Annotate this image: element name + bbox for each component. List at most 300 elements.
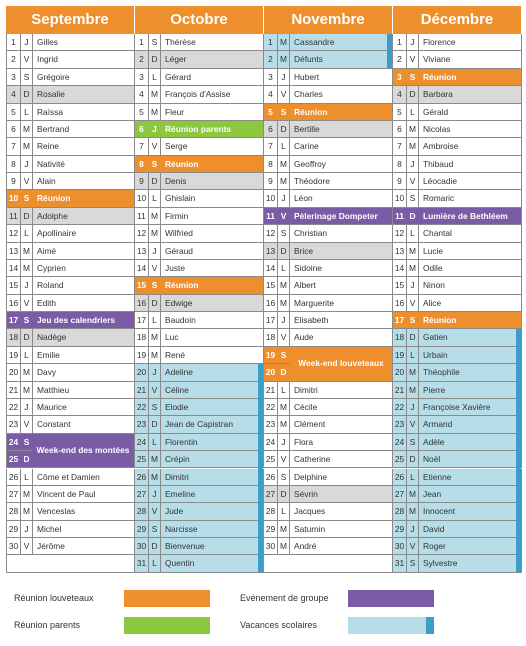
day-of-week: M: [407, 243, 419, 259]
day-of-week: S: [280, 106, 287, 117]
day-of-week: L: [407, 225, 419, 241]
day-row: [6, 34, 135, 51]
day-number: 20: [7, 364, 21, 380]
day-of-week: M: [149, 329, 161, 345]
day-number: 23: [135, 416, 149, 432]
day-label: Matthieu: [37, 384, 70, 395]
day-label: Edwige: [165, 297, 193, 308]
day-of-week: D: [280, 367, 287, 378]
day-of-week: D: [278, 486, 290, 502]
day-of-week: M: [149, 451, 161, 467]
day-row: [264, 173, 393, 190]
day-label: Aimé: [37, 245, 57, 256]
day-of-week: D: [409, 210, 416, 221]
day-of-week: V: [407, 295, 419, 311]
day-label: Céline: [165, 384, 189, 395]
day-label: Jude: [165, 506, 184, 517]
day-number: 4: [7, 86, 21, 102]
day-number: 21: [7, 382, 21, 398]
day-label: Wilfried: [165, 228, 193, 239]
day-row: [6, 503, 135, 520]
day-row: [264, 260, 393, 277]
day-of-week: V: [149, 503, 161, 519]
day-row: [393, 295, 522, 312]
day-row: [264, 190, 393, 207]
day-of-week: M: [278, 538, 290, 554]
day-of-week: D: [149, 173, 161, 189]
day-of-week: L: [149, 190, 161, 206]
day-of-week: M: [407, 503, 419, 519]
day-row: [135, 173, 264, 190]
day-label: Alain: [37, 176, 56, 187]
day-number: 27: [264, 486, 278, 502]
day-row: [393, 521, 522, 538]
day-of-week: S: [407, 555, 419, 571]
day-number: 13: [7, 243, 21, 259]
day-number: 11: [395, 210, 404, 221]
day-row: [6, 138, 135, 155]
day-row: [135, 521, 264, 538]
day-number: 3: [135, 69, 149, 85]
day-row: [135, 295, 264, 312]
day-row: [393, 208, 522, 225]
day-label: Narcisse: [165, 523, 198, 534]
day-of-week: S: [409, 71, 416, 82]
day-number: 5: [393, 104, 407, 120]
day-of-week: S: [149, 521, 161, 537]
month-header: Septembre: [6, 6, 135, 34]
day-label: Jean: [423, 488, 442, 499]
day-row: [264, 382, 393, 399]
day-of-week: J: [407, 156, 419, 172]
day-label: Bertrand: [37, 123, 70, 134]
day-row-empty: [264, 555, 393, 572]
day-number: 17: [264, 312, 278, 328]
day-of-week: V: [280, 210, 287, 221]
day-number: 18: [264, 329, 278, 345]
day-number: 8: [264, 156, 278, 172]
day-label: Réunion: [423, 315, 457, 326]
day-label: Aude: [294, 332, 314, 343]
holiday-bar: [258, 364, 263, 572]
day-label: Emeline: [165, 488, 196, 499]
legend-label-reunion-louveteaux: Réunion louveteaux: [14, 593, 94, 603]
day-label: Réunion: [165, 158, 199, 169]
day-number: 29: [393, 521, 407, 537]
day-label: Saturnin: [294, 523, 326, 534]
day-row: [264, 277, 393, 294]
day-of-week: M: [21, 138, 33, 154]
day-label: Sidoine: [294, 262, 322, 273]
day-number: 24: [393, 434, 407, 450]
day-label: Sylvestre: [423, 558, 458, 569]
day-number: 19: [7, 347, 21, 363]
day-of-week: D: [149, 538, 161, 554]
day-label: Adeline: [165, 367, 193, 378]
day-row: [135, 434, 264, 451]
day-label: Léon: [294, 193, 313, 204]
day-of-week: S: [23, 315, 30, 326]
day-number: 9: [393, 173, 407, 189]
day-row: [135, 138, 264, 155]
day-label: Gilles: [37, 37, 58, 47]
day-label: Cyprien: [37, 262, 66, 273]
day-of-week: L: [407, 104, 419, 120]
day-of-week: J: [21, 399, 33, 415]
day-number: 14: [393, 260, 407, 276]
month-column-0: [6, 6, 135, 580]
day-label: Théophile: [423, 367, 460, 378]
day-label: Roland: [37, 280, 64, 291]
day-of-week: D: [149, 51, 161, 67]
day-number: 6: [139, 123, 144, 134]
day-row: [6, 277, 135, 294]
day-of-week: V: [149, 138, 161, 154]
day-row: [264, 104, 393, 121]
day-label: Reine: [37, 141, 59, 152]
day-number: 22: [264, 399, 278, 415]
day-row: [393, 190, 522, 207]
day-row: [135, 104, 264, 121]
day-number: 3: [397, 71, 402, 82]
day-of-week: M: [21, 382, 33, 398]
day-row: [393, 51, 522, 68]
day-number: 20: [393, 364, 407, 380]
day-label: Juste: [165, 262, 186, 273]
day-row: [393, 347, 522, 364]
day-row: [6, 86, 135, 103]
day-number: 25: [264, 451, 278, 467]
day-number: 4: [135, 86, 149, 102]
day-row: [6, 260, 135, 277]
day-row: [393, 538, 522, 555]
day-label: Serge: [165, 141, 188, 152]
day-row: [135, 86, 264, 103]
month-column-3: [393, 6, 522, 580]
day-label: Lumière de Bethléem: [423, 210, 508, 221]
day-number: 8: [393, 156, 407, 172]
day-number: 13: [264, 243, 278, 259]
day-label: Jacques: [294, 506, 326, 517]
day-number: 2: [393, 51, 407, 67]
day-label: Odile: [423, 262, 443, 273]
day-row: [6, 295, 135, 312]
day-number: 14: [264, 260, 278, 276]
legend-swatch-blue-bar: [426, 617, 434, 634]
day-of-week: S: [280, 349, 287, 360]
day-row: [393, 243, 522, 260]
day-number: 1: [7, 34, 21, 50]
day-number: 24: [135, 434, 149, 450]
day-number: 30: [135, 538, 149, 554]
day-row: [135, 243, 264, 260]
day-number: 26: [264, 469, 278, 485]
day-of-week: J: [407, 277, 419, 293]
day-number: 11: [7, 208, 21, 224]
day-row: [135, 312, 264, 329]
day-row: [135, 486, 264, 503]
day-row: [6, 156, 135, 173]
day-of-week: J: [278, 434, 290, 450]
day-number: 14: [135, 260, 149, 276]
day-of-week: S: [23, 193, 30, 204]
day-number: 1: [393, 34, 407, 50]
day-number: 11: [266, 210, 275, 221]
day-row: [135, 451, 264, 468]
day-of-week: M: [21, 121, 33, 137]
day-label: Gérard: [165, 71, 192, 82]
day-row: [264, 243, 393, 260]
day-number: 3: [264, 69, 278, 85]
day-of-week: M: [21, 503, 33, 519]
day-row: [6, 416, 135, 433]
day-label: Réunion: [423, 71, 457, 82]
day-row: [393, 277, 522, 294]
day-label: Constant: [37, 419, 71, 430]
day-of-week: J: [278, 312, 290, 328]
day-row: [135, 190, 264, 207]
day-label: Carine: [294, 141, 319, 152]
day-of-week: M: [149, 208, 161, 224]
day-label: Gérald: [423, 106, 449, 117]
day-number: 14: [7, 260, 21, 276]
day-label: Barbara: [423, 89, 453, 100]
day-label: Réunion: [37, 193, 71, 204]
day-row-empty: [6, 555, 135, 572]
day-of-week: M: [21, 364, 33, 380]
legend-swatch-green: [124, 617, 210, 634]
day-label: Nicolas: [423, 123, 451, 134]
day-number: 10: [135, 190, 149, 206]
day-label: Lucie: [423, 245, 444, 256]
day-of-week: D: [23, 454, 30, 465]
day-label: Flora: [294, 436, 314, 447]
day-number: 24: [8, 436, 19, 447]
day-label: Réunion parents: [165, 123, 232, 134]
day-number: 6: [264, 121, 278, 137]
day-label: René: [165, 349, 186, 360]
day-row: [393, 364, 522, 381]
day-number: 30: [7, 538, 21, 554]
day-row: [264, 416, 393, 433]
day-label: Dimitri: [165, 471, 189, 482]
day-label: Jean de Capistran: [165, 419, 233, 430]
day-number: 31: [393, 555, 407, 571]
day-number: 27: [393, 486, 407, 502]
day-number: 19: [135, 347, 149, 363]
day-of-week: S: [278, 469, 290, 485]
day-label: Maurice: [37, 401, 67, 412]
day-row: [135, 277, 264, 294]
day-row: [393, 451, 522, 468]
day-of-week: D: [407, 451, 419, 467]
day-label: Denis: [165, 176, 187, 187]
day-label: Romaric: [423, 193, 455, 204]
day-number: 10: [8, 193, 19, 204]
day-number: 21: [264, 382, 278, 398]
day-number: 7: [135, 138, 149, 154]
day-of-week: D: [149, 416, 161, 432]
day-row: [264, 138, 393, 155]
day-row: [6, 469, 135, 486]
day-row: [6, 208, 135, 225]
day-label: Davy: [37, 367, 57, 378]
day-of-week: M: [149, 86, 161, 102]
day-label: Michel: [37, 523, 62, 534]
day-of-week: D: [278, 121, 290, 137]
legend-label-vacances-scolaires: Vacances scolaires: [240, 620, 317, 630]
day-number: 12: [7, 225, 21, 241]
day-of-week: J: [152, 123, 157, 134]
day-number: 7: [7, 138, 21, 154]
legend-swatch-blue: [348, 617, 434, 634]
day-of-week: M: [149, 225, 161, 241]
day-number: 29: [7, 521, 21, 537]
day-label: Elodie: [165, 401, 189, 412]
day-number: 7: [393, 138, 407, 154]
day-row: [6, 347, 135, 364]
day-of-week: M: [149, 347, 161, 363]
weekend-event-label: Week-end louveteaux: [290, 347, 392, 381]
day-label: Bertille: [294, 123, 320, 134]
day-of-week: J: [21, 521, 33, 537]
day-row: [6, 486, 135, 503]
day-row: [135, 347, 264, 364]
day-row: [6, 312, 135, 329]
day-number: 18: [393, 329, 407, 345]
day-label: Crépin: [165, 454, 190, 465]
day-of-week: M: [278, 416, 290, 432]
day-number: 9: [135, 173, 149, 189]
day-number: 20: [135, 364, 149, 380]
day-row: [6, 51, 135, 68]
day-label: Jérôme: [37, 541, 65, 552]
day-row: [135, 555, 264, 572]
day-row: [135, 51, 264, 68]
day-row: [135, 34, 264, 51]
day-label: Léocadie: [423, 176, 457, 187]
day-label: Jeu des calendriers: [37, 315, 116, 326]
day-number: 13: [393, 243, 407, 259]
day-number: 24: [264, 434, 278, 450]
day-number: 26: [7, 469, 21, 485]
day-row: [135, 260, 264, 277]
day-row: [393, 434, 522, 451]
day-row: [264, 399, 393, 416]
day-row: [6, 243, 135, 260]
day-number: 21: [135, 382, 149, 398]
day-number: 7: [264, 138, 278, 154]
day-row: [264, 538, 393, 555]
day-of-week: D: [149, 295, 161, 311]
day-of-week: L: [21, 104, 33, 120]
day-row: [393, 156, 522, 173]
day-label: Ninon: [423, 280, 445, 291]
weekend-event-label: Week-end des montées: [32, 434, 134, 468]
day-of-week: D: [21, 329, 33, 345]
day-number: 4: [393, 86, 407, 102]
day-of-week: J: [149, 486, 161, 502]
day-number: 28: [393, 503, 407, 519]
day-label: Côme et Damien: [37, 471, 100, 482]
day-of-week: M: [278, 51, 290, 67]
day-of-week: D: [21, 86, 33, 102]
day-label: Hubert: [294, 71, 320, 82]
day-label: Gatien: [423, 332, 448, 343]
day-of-week: L: [149, 555, 161, 571]
day-of-week: V: [149, 260, 161, 276]
day-label: Rosalie: [37, 89, 65, 100]
day-label: Pierre: [423, 384, 446, 395]
day-of-week: J: [278, 69, 290, 85]
day-number: 20: [265, 367, 276, 378]
day-label: Nativité: [37, 158, 65, 169]
day-number: 28: [135, 503, 149, 519]
day-row: [393, 225, 522, 242]
day-of-week: D: [407, 86, 419, 102]
day-row: [264, 521, 393, 538]
day-label: Venceslas: [37, 506, 76, 517]
day-row: [6, 382, 135, 399]
day-label: Florence: [423, 37, 456, 47]
day-of-week: J: [21, 156, 33, 172]
month-header: Novembre: [264, 6, 393, 34]
day-label: Pèlerinage Dompeter: [294, 210, 378, 221]
day-of-week: M: [278, 399, 290, 415]
legend-label-reunion-parents: Réunion parents: [14, 620, 81, 630]
day-of-week: V: [21, 173, 33, 189]
day-label: Baudoin: [165, 315, 196, 326]
day-row: [6, 521, 135, 538]
day-label: Viviane: [423, 54, 451, 65]
day-label: Noël: [423, 454, 441, 465]
day-of-week: L: [407, 347, 419, 363]
day-of-week: J: [407, 521, 419, 537]
day-of-week: L: [278, 138, 290, 154]
day-of-week: J: [21, 277, 33, 293]
day-number: 29: [264, 521, 278, 537]
day-row: [264, 208, 393, 225]
day-of-week: L: [149, 69, 161, 85]
day-row: [393, 503, 522, 520]
day-label: Marguerite: [294, 297, 335, 308]
day-row: [264, 156, 393, 173]
calendar: [6, 6, 520, 580]
day-row: [6, 329, 135, 346]
day-number: 23: [393, 416, 407, 432]
day-label: Théodore: [294, 176, 330, 187]
day-number: 15: [7, 277, 21, 293]
day-number: 6: [393, 121, 407, 137]
day-label: Alice: [423, 297, 442, 308]
day-of-week: S: [23, 436, 30, 447]
day-number: 2: [264, 51, 278, 67]
legend-swatch-purple: [348, 590, 434, 607]
day-number: 12: [135, 225, 149, 241]
day-row: [6, 364, 135, 381]
day-row: [393, 86, 522, 103]
day-of-week: L: [149, 312, 161, 328]
day-of-week: M: [21, 243, 33, 259]
day-of-week: L: [278, 382, 290, 398]
day-number: 27: [7, 486, 21, 502]
day-row: [135, 225, 264, 242]
day-label: Urbain: [423, 349, 448, 360]
day-label: Sévrin: [294, 488, 318, 499]
day-of-week: V: [21, 416, 33, 432]
day-label: Christian: [294, 228, 328, 239]
day-label: Dimitri: [294, 384, 318, 395]
